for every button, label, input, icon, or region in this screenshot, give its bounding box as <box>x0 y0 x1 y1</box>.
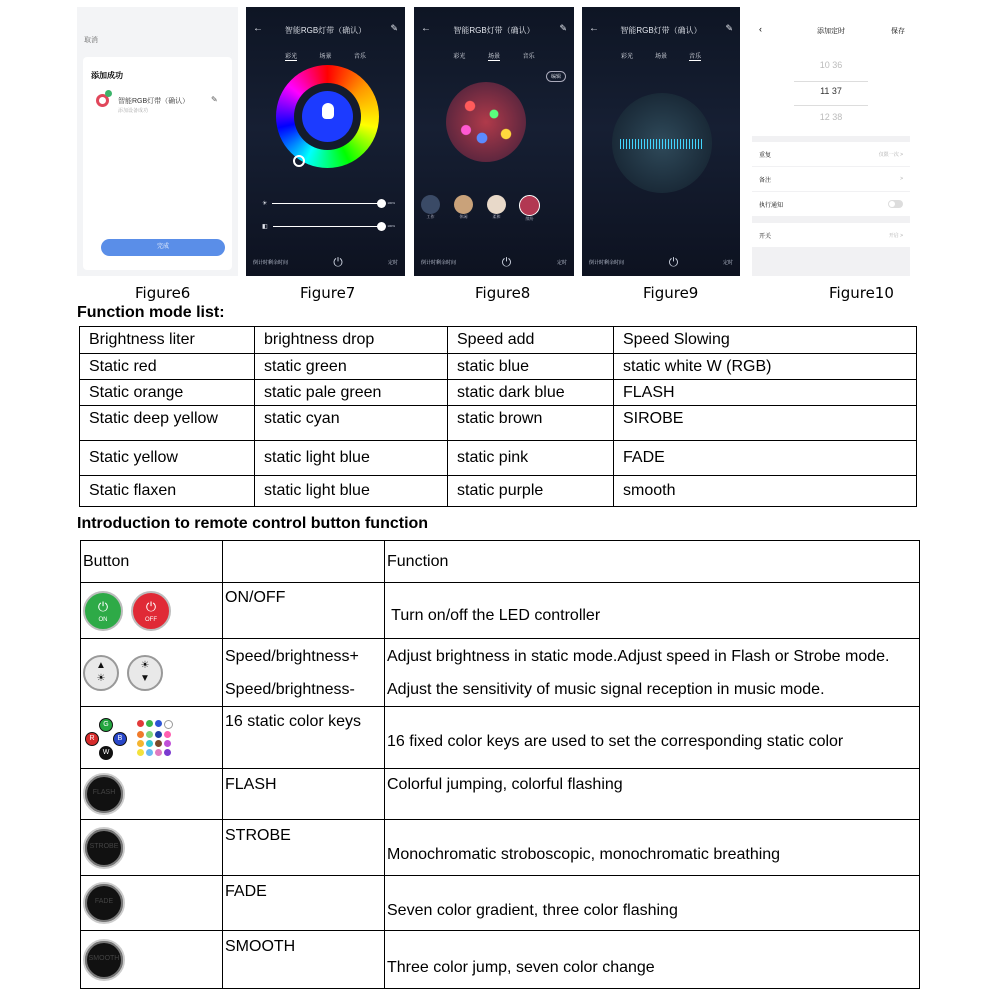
brightness-percent: 100% <box>387 201 395 205</box>
mode-cell: Static yellow <box>80 441 255 476</box>
bottom-bar <box>414 248 574 276</box>
device-subtitle: 添加设备成功 <box>118 108 149 114</box>
name-line: Speed/brightness- <box>225 680 355 698</box>
button-image <box>81 876 223 931</box>
mode-cell: static cyan <box>255 406 448 441</box>
music-visualizer <box>612 93 712 193</box>
row-value: 开启 > <box>888 232 903 239</box>
on-power-icon: ⏻ ON <box>83 591 123 631</box>
countdown-label[interactable]: 倒计时剩余时间 <box>589 259 625 266</box>
caption-figure6: Figure6 <box>135 284 191 302</box>
tab-color[interactable]: 彩光 <box>453 54 466 60</box>
function-text: Turn on/off the LED controller <box>387 606 601 624</box>
button-image <box>81 769 223 820</box>
figure9-screenshot <box>582 7 740 276</box>
mode-cell: static blue <box>448 354 614 380</box>
mode-cell: Speed Slowing <box>614 327 917 354</box>
mode-tabs <box>414 51 574 61</box>
button-function: 16 fixed color keys are used to set the corresponding static color <box>385 707 920 769</box>
mode-cell: Speed add <box>448 327 614 354</box>
scene-colorful[interactable] <box>519 195 540 222</box>
caption-figure7: Figure7 <box>300 284 356 302</box>
timer-label[interactable]: 定时 <box>387 259 398 266</box>
contrast-icon: ◧ <box>262 223 268 230</box>
button-name: FADE <box>223 876 385 931</box>
cancel-button[interactable]: 取消 <box>84 37 98 44</box>
function-line: Adjust brightness in static mode.Adjust speed in Flash or Strobe mode. <box>387 647 890 665</box>
mode-cell: FADE <box>614 441 917 476</box>
mode-cell: static pale green <box>255 380 448 406</box>
scene-label: 休闲 <box>459 214 468 219</box>
mode-row <box>80 354 917 380</box>
button-image <box>81 820 223 876</box>
edit-button[interactable]: 编辑 <box>546 71 566 82</box>
success-card <box>83 57 232 270</box>
mode-cell: FLASH <box>614 380 917 406</box>
button-function <box>385 583 920 639</box>
button-image <box>81 639 223 707</box>
tab-scene[interactable]: 场景 <box>654 54 667 60</box>
power-icon[interactable]: ⏻ <box>668 254 679 269</box>
device-title: 智能RGB灯带（确认） <box>620 26 702 35</box>
mode-cell: Static orange <box>80 380 255 406</box>
check-icon <box>105 90 112 97</box>
figure7-screenshot <box>246 7 405 276</box>
mode-tabs <box>246 51 405 61</box>
button-function: Monochromatic stroboscopic, monochromatic breathing <box>385 820 920 876</box>
tab-music[interactable]: 音乐 <box>689 51 701 61</box>
mode-cell: static white W (RGB) <box>614 354 917 380</box>
mode-row <box>80 406 917 441</box>
mode-list-title: Function mode list: <box>77 304 225 321</box>
button-image <box>81 931 223 989</box>
color-preview[interactable] <box>302 91 353 142</box>
row-label: 执行通知 <box>759 202 784 209</box>
row-value: > <box>900 176 903 182</box>
mode-cell: brightness drop <box>255 327 448 354</box>
tab-music[interactable]: 音乐 <box>522 54 535 60</box>
caption-figure9: Figure9 <box>643 284 699 302</box>
button-name: ON/OFF <box>223 583 385 639</box>
scene-thumb <box>519 195 540 216</box>
header-function: Function <box>385 541 920 583</box>
button-function: Seven color gradient, three color flashing <box>385 876 920 931</box>
time-selected[interactable]: 11 37 <box>820 86 842 96</box>
row-label: 开关 <box>759 233 772 240</box>
mode-table <box>79 326 917 507</box>
timer-label[interactable]: 定时 <box>556 259 567 266</box>
button-name: SMOOTH <box>223 931 385 989</box>
table-row <box>81 583 920 639</box>
table-row <box>81 769 920 820</box>
remote-title: Introduction to remote control button function <box>77 515 429 532</box>
figure10-screenshot <box>752 7 910 276</box>
button-image <box>81 583 223 639</box>
countdown-label[interactable]: 倒计时剩余时间 <box>421 259 457 266</box>
table-header-row <box>81 541 920 583</box>
tab-color[interactable]: 彩光 <box>285 51 297 61</box>
slider-track <box>272 203 382 204</box>
scene-label: 工作 <box>426 214 435 219</box>
row-label: 备注 <box>759 177 772 184</box>
scene-preview <box>446 82 526 162</box>
color-picker-handle[interactable] <box>293 155 305 167</box>
edit-pen-icon[interactable]: ✎ <box>390 23 398 33</box>
button-name: 16 static color keys <box>223 707 385 769</box>
edit-pen-icon[interactable]: ✎ <box>725 23 733 33</box>
figure8-screenshot <box>414 7 574 276</box>
name-line: Speed/brightness+ <box>225 647 359 665</box>
edit-pen-icon[interactable]: ✎ <box>211 95 218 104</box>
tab-scene[interactable]: 场景 <box>488 51 500 61</box>
scene-thumb <box>421 195 440 214</box>
mode-row <box>80 380 917 406</box>
mode-cell: Static flaxen <box>80 476 255 507</box>
mode-row <box>80 476 917 507</box>
mode-cell: Static deep yellow <box>80 406 255 441</box>
mode-cell: Brightness liter <box>80 327 255 354</box>
brightness-down-icon: ☀ ▼ <box>127 655 163 691</box>
notify-row <box>752 192 910 216</box>
device-title: 智能RGB灯带（确认） <box>453 26 535 35</box>
button-function <box>385 639 920 707</box>
tab-music[interactable]: 音乐 <box>353 54 366 60</box>
scene-label: 柔和 <box>492 214 501 219</box>
brightness-slider[interactable] <box>262 198 395 208</box>
figure6-screenshot <box>77 7 238 276</box>
back-arrow-icon[interactable]: ← <box>589 23 599 34</box>
switch-row[interactable] <box>752 223 910 247</box>
mode-row <box>80 441 917 476</box>
save-button[interactable]: 保存 <box>891 28 905 35</box>
device-name: 智能RGB灯带（确认） <box>118 98 190 105</box>
row-value: 仅限一次 > <box>878 151 903 158</box>
smooth-button-icon: SMOOTH <box>83 939 125 981</box>
brightness-up-icon: ▲ ☀ <box>83 655 119 691</box>
mode-cell: static green <box>255 354 448 380</box>
mode-row <box>80 327 917 354</box>
bottom-bar <box>246 248 405 276</box>
mode-cell: static dark blue <box>448 380 614 406</box>
mode-tabs <box>582 51 740 61</box>
button-name: STROBE <box>223 820 385 876</box>
timer-label[interactable]: 定时 <box>722 259 733 266</box>
table-row <box>81 876 920 931</box>
button-name: FLASH <box>223 769 385 820</box>
back-arrow-icon[interactable]: ‹ <box>759 24 762 34</box>
page-title: 添加定时 <box>817 28 845 35</box>
sound-wave <box>620 139 704 149</box>
button-name <box>223 639 385 707</box>
mode-cell: static purple <box>448 476 614 507</box>
button-function: Colorful jumping, colorful flashing <box>385 769 920 820</box>
tab-scene[interactable]: 场景 <box>319 54 332 60</box>
countdown-label[interactable]: 倒计时剩余时间 <box>253 259 289 266</box>
button-function: Three color jump, seven color change <box>385 931 920 989</box>
tab-color[interactable]: 彩光 <box>620 54 633 60</box>
power-icon[interactable]: ⏻ <box>333 254 343 269</box>
scene-leisure[interactable] <box>453 195 474 222</box>
mode-cell: static light blue <box>255 476 448 507</box>
mode-cell: Static red <box>80 354 255 380</box>
sun-icon: ☀ <box>262 200 268 207</box>
slider-knob[interactable] <box>377 199 386 208</box>
divider <box>794 105 868 106</box>
scene-work[interactable] <box>420 195 441 222</box>
done-button[interactable]: 完成 <box>101 239 225 256</box>
rgbw-keys-icon: G R B W <box>83 716 127 760</box>
table-row <box>81 707 920 769</box>
back-arrow-icon[interactable]: ← <box>421 23 431 34</box>
scene-thumb <box>487 195 506 214</box>
slider-knob[interactable] <box>377 222 386 231</box>
scene-label: 缤纷 <box>525 216 534 221</box>
notify-toggle[interactable] <box>888 200 903 208</box>
table-row <box>81 820 920 876</box>
remote-table <box>80 540 920 989</box>
saturation-percent: 100% <box>387 224 395 228</box>
header-empty <box>223 541 385 583</box>
mode-cell: smooth <box>614 476 917 507</box>
caption-figure8: Figure8 <box>475 284 531 302</box>
status-bar <box>77 7 238 17</box>
caption-figure10: Figure10 <box>829 284 894 302</box>
off-power-icon: ⏻ OFF <box>131 591 171 631</box>
mode-cell: static light blue <box>255 441 448 476</box>
table-row <box>81 639 920 707</box>
note-row[interactable] <box>752 167 910 191</box>
time-option[interactable]: 10 36 <box>819 60 843 70</box>
repeat-row[interactable] <box>752 142 910 166</box>
power-icon[interactable]: ⏻ <box>501 254 512 269</box>
scene-list <box>420 195 540 222</box>
flash-button-icon: FLASH <box>83 773 125 815</box>
row-label: 重复 <box>759 152 772 159</box>
button-image <box>81 707 223 769</box>
table-row <box>81 931 920 989</box>
color-keys-grid-icon <box>137 720 171 756</box>
scene-soft[interactable] <box>486 195 507 222</box>
divider <box>794 81 868 82</box>
device-title: 智能RGB灯带（确认） <box>284 26 367 35</box>
wheel-inner <box>294 83 361 150</box>
bottom-bar <box>582 248 740 276</box>
success-heading: 添加成功 <box>91 71 123 80</box>
slider-track <box>273 226 383 227</box>
time-option[interactable]: 12 38 <box>819 112 843 122</box>
header-button: Button <box>81 541 223 583</box>
function-line: Adjust the sensitivity of music signal reception in music mode. <box>387 680 825 698</box>
fade-button-icon: FADE <box>83 882 125 924</box>
mode-cell: static brown <box>448 406 614 441</box>
strobe-button-icon: STROBE <box>83 827 125 869</box>
mode-cell: static pink <box>448 441 614 476</box>
bulb-icon <box>322 103 334 119</box>
mode-cell: SIROBE <box>614 406 917 441</box>
back-arrow-icon[interactable]: ← <box>253 23 263 34</box>
saturation-slider[interactable] <box>262 221 395 231</box>
scene-thumb <box>454 195 473 214</box>
edit-pen-icon[interactable]: ✎ <box>559 23 567 33</box>
color-wheel[interactable] <box>276 65 379 168</box>
